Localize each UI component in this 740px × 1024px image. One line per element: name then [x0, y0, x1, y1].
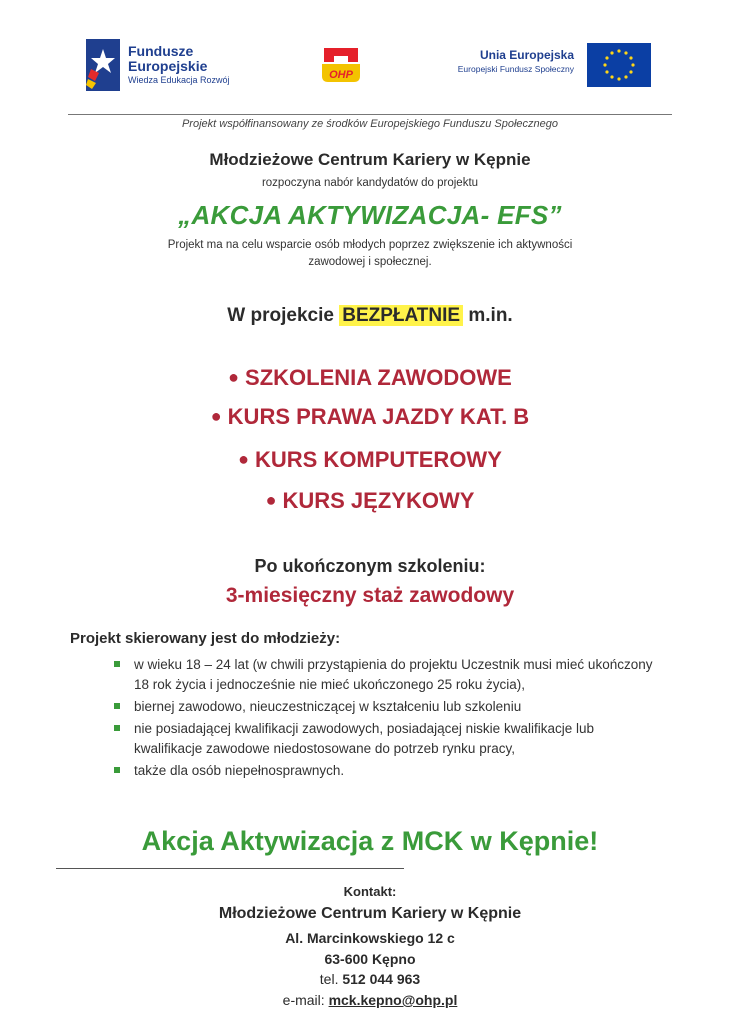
bullet-icon: ●: [228, 367, 240, 387]
cofinancing-note: Projekt współfinansowany ze środków Europejskiego Funduszu Społecznego: [181, 118, 559, 130]
contact-label: Kontakt:: [343, 884, 397, 899]
contact-email: [0, 992, 740, 1008]
fe-logo-line3: Wiedza Edukacja Rozwój: [128, 75, 230, 86]
internship-text: 3-miesięczny staż zawodowy: [225, 584, 515, 607]
target-group-list: [112, 655, 662, 783]
organization-title: Młodzieżowe Centrum Kariery w Kępnie: [209, 150, 531, 169]
project-goal: [0, 237, 740, 272]
email-prefix: e-mail:: [282, 992, 325, 1008]
contact-phone: [0, 971, 740, 987]
ue-logo-line2: Europejski Fundusz Społeczny: [457, 63, 574, 74]
fe-star-icon: [86, 39, 120, 91]
header-divider: [68, 114, 672, 115]
eu-flag-icon: [587, 43, 651, 87]
after-training-label: Po ukończonym szkoleniu:: [254, 556, 486, 576]
list-item-text: nie posiadającej kwalifikacji zawodowych, posiadającej niskie kwalifikacje lub kwalifikacje zawodowe niedostosowane do potrzeb rynku pracy,: [134, 721, 594, 756]
free-offer-line: [0, 305, 740, 327]
slogan: Akcja Aktywizacja z MCK w Kępnie!: [141, 826, 599, 856]
offer-label: KURS KOMPUTEROWY: [254, 447, 502, 472]
offer-label: SZKOLENIA ZAWODOWE: [245, 365, 512, 390]
list-item: [112, 761, 662, 781]
offer-item: [0, 404, 740, 430]
ohp-logo-text: OHP: [329, 69, 353, 81]
project-name: „AKCJA AKTYWIZACJA- EFS”: [178, 200, 562, 230]
contact-street: Al. Marcinkowskiego 12 c: [285, 930, 455, 946]
ue-logo-line1: Unia Europejska: [479, 48, 574, 62]
fe-logo-line2: Europejskie: [128, 57, 208, 74]
slogan-divider: [56, 868, 404, 869]
offer-item: [0, 488, 740, 514]
ohp-logo: [318, 44, 364, 86]
project-goal-line1: Projekt ma na celu wsparcie osób młodych poprzez zwiększenie ich aktywności: [167, 239, 573, 251]
project-goal-line2: zawodowej i społecznej.: [308, 256, 432, 269]
bullet-icon: ●: [265, 490, 277, 510]
fundusze-europejskie-logo: [86, 38, 230, 92]
email-link[interactable]: mck.kepno@ohp.pl: [328, 992, 458, 1008]
list-item: [112, 655, 662, 695]
offer-item: [0, 447, 740, 473]
free-suffix: m.in.: [468, 305, 513, 326]
list-item: [112, 719, 662, 759]
list-item-text: w wieku 18 – 24 lat (w chwili przystąpienia do projektu Uczestnik musi mieć ukończony 18 rok życia i jednocześnie nie mieć ukończonego 25 roku życia),: [134, 657, 653, 692]
bullet-icon: ●: [238, 449, 249, 469]
offer-item: [0, 365, 740, 391]
contact-name: Młodzieżowe Centrum Kariery w Kępnie: [218, 905, 522, 922]
offer-label: KURS JĘZYKOWY: [282, 488, 475, 513]
phone-prefix: tel.: [319, 971, 339, 987]
fe-logo-line1: Fundusze: [128, 43, 194, 60]
list-item-text: także dla osób niepełnosprawnych.: [134, 763, 345, 778]
list-item-text: biernej zawodowo, nieuczestniczącej w kształceniu lub szkoleniu: [134, 699, 522, 714]
phone-number: 512 044 963: [342, 971, 421, 987]
bullet-square-icon: [114, 661, 120, 667]
unia-europejska-logo: [440, 43, 652, 89]
recruitment-line: rozpoczyna nabór kandydatów do projektu: [261, 177, 479, 189]
bullet-square-icon: [114, 767, 120, 773]
contact-city: 63-600 Kępno: [324, 951, 416, 967]
target-group-heading: Projekt skierowany jest do młodzieży:: [70, 630, 341, 647]
free-prefix: W projekcie: [227, 305, 334, 326]
free-highlight: BEZPŁATNIE: [339, 305, 463, 326]
list-item: [112, 697, 662, 717]
bullet-square-icon: [114, 725, 120, 731]
offer-label: KURS PRAWA JAZDY KAT. B: [227, 404, 530, 429]
bullet-icon: ●: [210, 406, 222, 426]
bullet-square-icon: [114, 703, 120, 709]
